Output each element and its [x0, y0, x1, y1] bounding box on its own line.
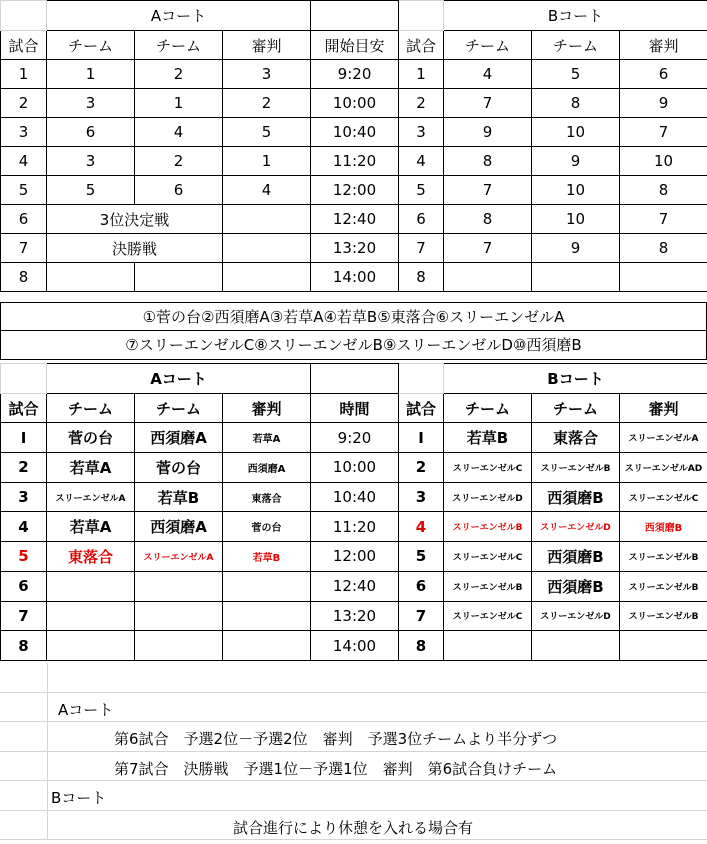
match-number: 8: [399, 263, 444, 292]
team-cell: 2: [135, 60, 223, 89]
header-team: チーム: [532, 393, 620, 423]
time-cell: 11:20: [311, 512, 399, 542]
header-referee: 審判: [223, 393, 311, 423]
time-cell: 10:00: [311, 89, 399, 118]
team-cell: 菅の台: [135, 453, 223, 483]
team-cell: 5: [47, 176, 135, 205]
match-number: 7: [1, 234, 47, 263]
header-match: 試合: [399, 31, 444, 60]
team-cell: スリーエンゼルC: [444, 453, 532, 483]
team-cell: [47, 571, 135, 601]
match-number: 6: [1, 205, 47, 234]
empty-cell: [1, 1, 47, 31]
team-cell: 7: [444, 234, 532, 263]
match-number: 4: [1, 512, 47, 542]
team-cell: 9: [444, 118, 532, 147]
table-row: [1, 234, 707, 263]
team-cell: 2: [135, 147, 223, 176]
table-row: [1, 147, 707, 176]
time-cell: 10:40: [311, 482, 399, 512]
time-cell: 10:00: [311, 453, 399, 483]
match-number: 7: [1, 601, 47, 631]
match-number: 3: [399, 118, 444, 147]
team-cell: 1: [47, 60, 135, 89]
note-row: [0, 693, 707, 723]
team-cell: 7: [444, 89, 532, 118]
team-cell: スリーエンゼルB: [532, 453, 620, 483]
time-cell: 12:00: [311, 176, 399, 205]
match-number: 1: [1, 60, 47, 89]
referee-cell: 7: [620, 118, 707, 147]
notes-section: [0, 663, 707, 844]
empty-cell: [1, 364, 47, 394]
team-cell: 菅の台: [47, 423, 135, 453]
team-cell: [444, 263, 532, 292]
match-number: 8: [1, 631, 47, 661]
team-cell: [47, 263, 135, 292]
time-cell: 13:20: [311, 234, 399, 263]
third-place-match-label: 3位決定戦: [47, 205, 223, 234]
numeric-schedule-table: [0, 0, 707, 292]
header-team: チーム: [135, 393, 223, 423]
header-team: チーム: [444, 31, 532, 60]
match-number: 8: [1, 263, 47, 292]
header-match: 試合: [1, 393, 47, 423]
match-number: Ⅰ: [1, 423, 47, 453]
court-b-title: Bコート: [444, 1, 707, 31]
note-row: [0, 722, 707, 752]
referee-cell: 5: [223, 118, 311, 147]
match-number-highlighted: 4: [399, 512, 444, 542]
referee-cell: [223, 571, 311, 601]
referee-cell: [223, 263, 311, 292]
referee-cell: 8: [620, 176, 707, 205]
team-cell: 9: [532, 234, 620, 263]
match-number: 4: [1, 147, 47, 176]
team-cell: 1: [135, 89, 223, 118]
footer-note: 試合進行により休憩を入れる場合有: [233, 818, 474, 837]
match-number: 8: [399, 631, 444, 661]
table-row: [1, 205, 707, 234]
match-number: 2: [399, 89, 444, 118]
table-row: [1, 512, 707, 542]
time-cell: 12:00: [311, 542, 399, 572]
team-cell-highlighted: スリーエンゼルA: [135, 542, 223, 572]
court-a-note-label: Aコート: [58, 700, 114, 719]
team-cell: スリーエンゼルA: [47, 482, 135, 512]
team-cell: 10: [532, 205, 620, 234]
note-row: [0, 811, 707, 841]
team-cell: 3: [47, 89, 135, 118]
team-cell: スリーエンゼルD: [444, 482, 532, 512]
referee-cell: [620, 631, 707, 661]
team-cell: 西須磨B: [532, 482, 620, 512]
match-number: 2: [1, 89, 47, 118]
match-number: 5: [1, 176, 47, 205]
referee-cell: スリーエンゼルAD: [620, 453, 707, 483]
team-cell: 若草A: [47, 453, 135, 483]
team-cell: 若草A: [47, 512, 135, 542]
header-team: チーム: [47, 393, 135, 423]
team-cell: スリーエンゼルC: [444, 601, 532, 631]
team-cell: スリーエンゼルB: [444, 571, 532, 601]
match-number: 6: [1, 571, 47, 601]
match6-note: 第6試合 予選2位－予選2位 審判 予選3位チームより半分ずつ: [114, 730, 558, 748]
referee-cell: [223, 234, 311, 263]
referee-cell: スリーエンゼルC: [620, 482, 707, 512]
final-match-label: 決勝戦: [47, 234, 223, 263]
team-cell-highlighted: スリーエンゼルB: [444, 512, 532, 542]
referee-cell: [223, 205, 311, 234]
time-cell: 14:00: [311, 631, 399, 661]
referee-cell-highlighted: 西須磨B: [620, 512, 707, 542]
team-cell: 8: [444, 205, 532, 234]
time-cell: 11:20: [311, 147, 399, 176]
header-referee: 審判: [620, 393, 707, 423]
match-number: 4: [399, 147, 444, 176]
team-legend: [0, 302, 707, 360]
referee-cell: スリーエンゼルB: [620, 542, 707, 572]
empty-cell: [311, 1, 399, 31]
referee-cell: 7: [620, 205, 707, 234]
court-a-title: Aコート: [47, 364, 311, 394]
match-number: 5: [399, 176, 444, 205]
match-number: Ⅰ: [399, 423, 444, 453]
referee-cell: 西須磨A: [223, 453, 311, 483]
team-cell: 10: [532, 176, 620, 205]
legend-line: ⑦スリーエンゼルC⑧スリーエンゼルB⑨スリーエンゼルD⑩西須磨B: [0, 331, 707, 360]
table-row: [1, 263, 707, 292]
referee-cell: 2: [223, 89, 311, 118]
table-row: [1, 60, 707, 89]
time-cell: 9:20: [311, 423, 399, 453]
match-number: 3: [1, 118, 47, 147]
team-cell: [532, 263, 620, 292]
team-cell: [47, 601, 135, 631]
empty-cell: [399, 364, 444, 394]
match-number: 1: [399, 60, 444, 89]
team-cell: 5: [532, 60, 620, 89]
team-cell: 4: [444, 60, 532, 89]
team-assignment-table: [0, 363, 707, 661]
team-cell: 6: [135, 176, 223, 205]
team-cell: 西須磨B: [532, 542, 620, 572]
team-cell: 3: [47, 147, 135, 176]
team-cell: [135, 263, 223, 292]
team-cell: 若草B: [135, 482, 223, 512]
team-cell: 7: [444, 176, 532, 205]
header-match: 試合: [399, 393, 444, 423]
time-cell: 9:20: [311, 60, 399, 89]
note-row: [0, 663, 707, 693]
header-time: 時間: [311, 393, 399, 423]
table-row: [1, 176, 707, 205]
header-team: チーム: [135, 31, 223, 60]
referee-cell: 東落合: [223, 482, 311, 512]
header-start-time: 開始目安: [311, 31, 399, 60]
team-cell: 若草B: [444, 423, 532, 453]
time-cell: 12:40: [311, 205, 399, 234]
table-row: [1, 118, 707, 147]
court-a-title: Aコート: [47, 1, 311, 31]
table-row: [1, 453, 707, 483]
team-cell: [532, 631, 620, 661]
referee-cell: 6: [620, 60, 707, 89]
referee-cell: 10: [620, 147, 707, 176]
note-row: [0, 752, 707, 782]
team-cell: [135, 601, 223, 631]
referee-cell: 若草A: [223, 423, 311, 453]
referee-cell: 3: [223, 60, 311, 89]
referee-cell: [223, 631, 311, 661]
time-cell: 13:20: [311, 601, 399, 631]
match7-note: 第7試合 決勝戦 予選1位－予選1位 審判 第6試合負けチーム: [114, 759, 558, 778]
team-cell: スリーエンゼルC: [444, 542, 532, 572]
referee-cell-highlighted: 若草B: [223, 542, 311, 572]
table-row: [1, 482, 707, 512]
referee-cell: 1: [223, 147, 311, 176]
time-cell: 10:40: [311, 118, 399, 147]
legend-line: ①菅の台②西須磨A③若草A④若草B⑤東落合⑥スリーエンゼルA: [0, 302, 707, 331]
match-number-highlighted: 5: [1, 542, 47, 572]
referee-cell: 4: [223, 176, 311, 205]
referee-cell: [620, 263, 707, 292]
team-cell: [135, 571, 223, 601]
table-row: [1, 423, 707, 453]
team-cell: 西須磨B: [532, 571, 620, 601]
team-cell: 4: [135, 118, 223, 147]
match-number: 3: [399, 482, 444, 512]
time-cell: 12:40: [311, 571, 399, 601]
table-row: [1, 542, 707, 572]
header-match: 試合: [1, 31, 47, 60]
match-number: 2: [399, 453, 444, 483]
referee-cell: 8: [620, 234, 707, 263]
match-number: 2: [1, 453, 47, 483]
court-b-note-label: Bコート: [51, 789, 107, 807]
header-team: チーム: [47, 31, 135, 60]
team-cell-highlighted: 東落合: [47, 542, 135, 572]
referee-cell: スリーエンゼルB: [620, 571, 707, 601]
table-row: [1, 631, 707, 661]
note-row: [0, 781, 707, 811]
team-cell: 西須磨A: [135, 423, 223, 453]
referee-cell: スリーエンゼルA: [620, 423, 707, 453]
referee-cell: 菅の台: [223, 512, 311, 542]
team-cell: 8: [532, 89, 620, 118]
team-cell: 10: [532, 118, 620, 147]
team-cell: 西須磨A: [135, 512, 223, 542]
referee-cell: [223, 601, 311, 631]
header-team: チーム: [444, 393, 532, 423]
empty-cell: [311, 364, 399, 394]
header-referee: 審判: [223, 31, 311, 60]
match-number: 5: [399, 542, 444, 572]
team-cell-highlighted: スリーエンゼルD: [532, 512, 620, 542]
table-row: [1, 89, 707, 118]
header-team: チーム: [532, 31, 620, 60]
table-row: [1, 601, 707, 631]
team-cell: 東落合: [532, 423, 620, 453]
team-cell: 8: [444, 147, 532, 176]
match-number: 6: [399, 571, 444, 601]
team-cell: [135, 631, 223, 661]
time-cell: 14:00: [311, 263, 399, 292]
header-referee: 審判: [620, 31, 707, 60]
team-cell: 6: [47, 118, 135, 147]
match-number: 6: [399, 205, 444, 234]
referee-cell: スリーエンゼルB: [620, 601, 707, 631]
match-number: 7: [399, 601, 444, 631]
court-b-title: Bコート: [444, 364, 707, 394]
team-cell: 9: [532, 147, 620, 176]
team-cell: スリーエンゼルD: [532, 601, 620, 631]
referee-cell: 9: [620, 89, 707, 118]
empty-cell: [399, 1, 444, 31]
match-number: 7: [399, 234, 444, 263]
team-cell: [444, 631, 532, 661]
team-cell: [47, 631, 135, 661]
table-row: [1, 571, 707, 601]
match-number: 3: [1, 482, 47, 512]
